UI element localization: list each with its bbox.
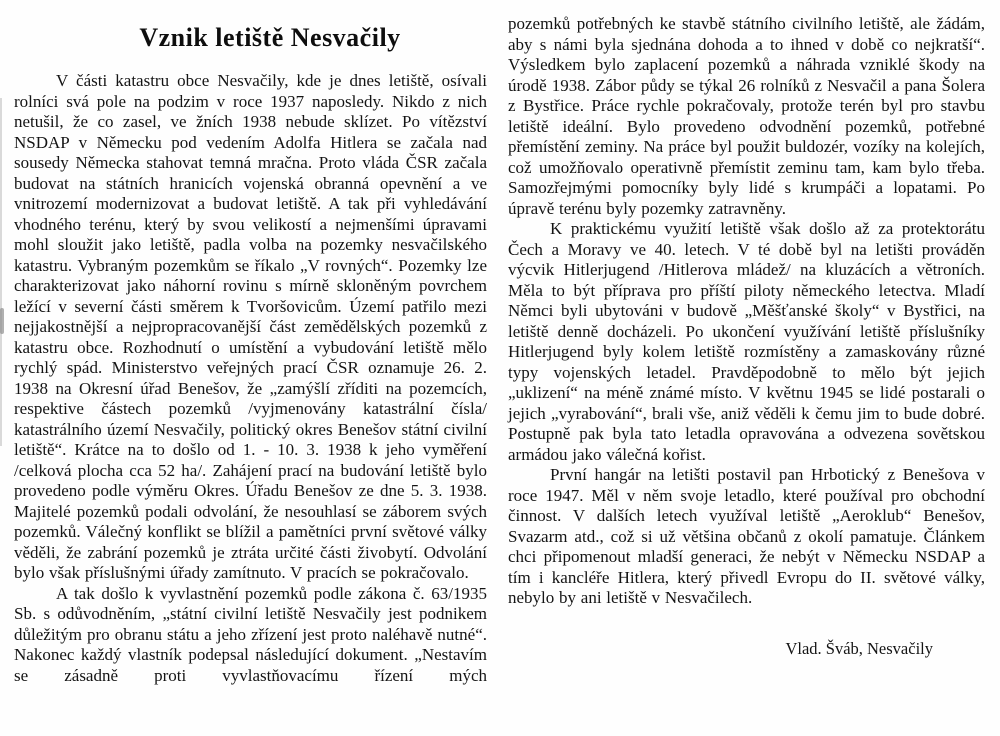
paragraph: K praktickému využití letiště však došlo až za protektorátu Čech a Moravy ve 40. letech. V té době byl na letišti prováděn výcvik Hitlerjugend /Hitlerova mládež/ na kluzácích a větroních. Měla to být příprava pro příští piloty německého letectva. Mladí Němci byli ubytováni v budově „Měšťanské školy“ v Bystřici, na letiště denně docházeli. Po ukončení využívání letiště příslušníky Hitlerjugend byly kolem letiště rozmístěny a zamaskovány různé typy vojenských letadel. Pravděpodobně to mělo být jejich „uklizení“ na méně známé místo. V květnu 1945 se lidé postarali o jejich „vyrabování“, brali vše, aniž věděli k čemu jim to bude dobré. Postupně pak byla tato letadla opravována a odvezena sovětskou armádou jako válečná kořist. — [508, 219, 985, 464]
author-signature: Vlad. Šváb, Nesvačily — [785, 638, 933, 658]
page-title: Vznik letiště Nesvačily — [139, 23, 401, 53]
paragraph: pozemků potřebných ke stavbě státního civilního letiště, ale žádám, aby s námi byla sjednána dohoda a to ihned v době co nejkratší“. Výsledkem bylo zaplacení pozemků a náhrada vzniklé škody na úrodě 1938. Zábor půdy se týkal 26 rolníků z Nesvačil a pana Šolera z Bystřice. Práce rychle pokračovaly, protože terén byl pro stavbu letiště ideální. Bylo provedeno odvodnění pozemků, potřebné přemístění zeminy. Na práce byl použit buldozér, vozíky na kolejích, což umožňovalo operativně přemístit zeminu tam, kam bylo třeba. Samozřejmými pomocníky byly lidé s krumpáči a lopatami. Po úpravě terénu byly pozemky zatravněny. — [508, 14, 985, 218]
right-column — [508, 14, 985, 659]
scan-mark-artifact — [0, 308, 4, 334]
scan-edge-artifact — [0, 98, 2, 446]
left-column — [14, 71, 487, 686]
paragraph: A tak došlo k vyvlastnění pozemků podle zákona č. 63/1935 Sb. s odůvodněním, „státní civilní letiště Nesvačily jest podnikem důležitým pro obranu státu a jeho zřízení jest proto naléhavě nutné“. Nakonec každý vlastník podepsal následující dokument. „Nestavím se zásadně proti vyvlastňovacímu řízení mých — [14, 583, 487, 685]
paragraph: V části katastru obce Nesvačily, kde je dnes letiště, osívali rolníci svá pole na podzim v roce 1937 naposledy. Nikdo z nich netušil, že co zasel, ve žních 1938 nebude sklízet. Po vítězství NSDAP v Německu pod vedením Adolfa Hitlera se začala nad sousedy Německa stahovat temná mračna. Proto vláda ČSR začala budovat na státních hranicích vojenská obranná opevnění a ve vnitrozemí modernizovat a budovat letiště. A tak při vyhledávání vhodného terénu, který by svou velikostí a nejmenšími úpravami mohl sloužit jako letiště, padla volba na pozemky nesvačilského katastru. Vybraným pozemkům se říkalo „V rovných“. Pozemky lze charakterizovat jako náhorní rovinu s mírně skloněným povrchem ležící v severní části směrem k Tvoršovicům. Území patřilo mezi nejjakostnější a nejpropracovanější část zemědělských pozemků z katastru obce. Rozhodnutí o umístění a vybudování letiště mělo rychlý spád. Ministerstvo veřejných prací ČSR oznamuje 26. 2. 1938 na Okresní úřad Benešov, že „zamýšlí zříditi na pozemcích, respektive částech pozemků /vyjmenovány katastrální čísla/ katastrálního území Nesvačily, politický okres Benešov státní civilní letiště“. Krátce na to došlo od 1. - 10. 3. 1938 k jeho vyměření /celková plocha cca 52 ha/. Zahájení prací na budování letiště bylo provedeno podle výměru Okres. Úřadu Benešov ze dne 5. 3. 1938. Majitelé pozemků podali odvolání, že nesouhlasí se záborem svých pozemků. Válečný konflikt se blížil a pamětníci první světové války věděli, že zabrání pozemků je ztráta určité části živobytí. Odvolání bylo však příslušnými úřady zamítnuto. V pracích se pokračovalo. — [14, 71, 487, 582]
paragraph: První hangár na letišti postavil pan Hrbotický z Benešova v roce 1947. Měl v něm svoje letadlo, které používal pro obchodní činnost. V dalších letech využíval letiště „Aeroklub“ Benešov, Svazarm atd., což si už většina občanů z okolí pamatuje. Článkem chci připomenout mladší generaci, že nebýt v Německu NSDAP a tím i kancléře Hitlera, který přivedl Evropu do II. světové války, nebylo by ani letiště v Nesvačilech. — [508, 465, 985, 607]
